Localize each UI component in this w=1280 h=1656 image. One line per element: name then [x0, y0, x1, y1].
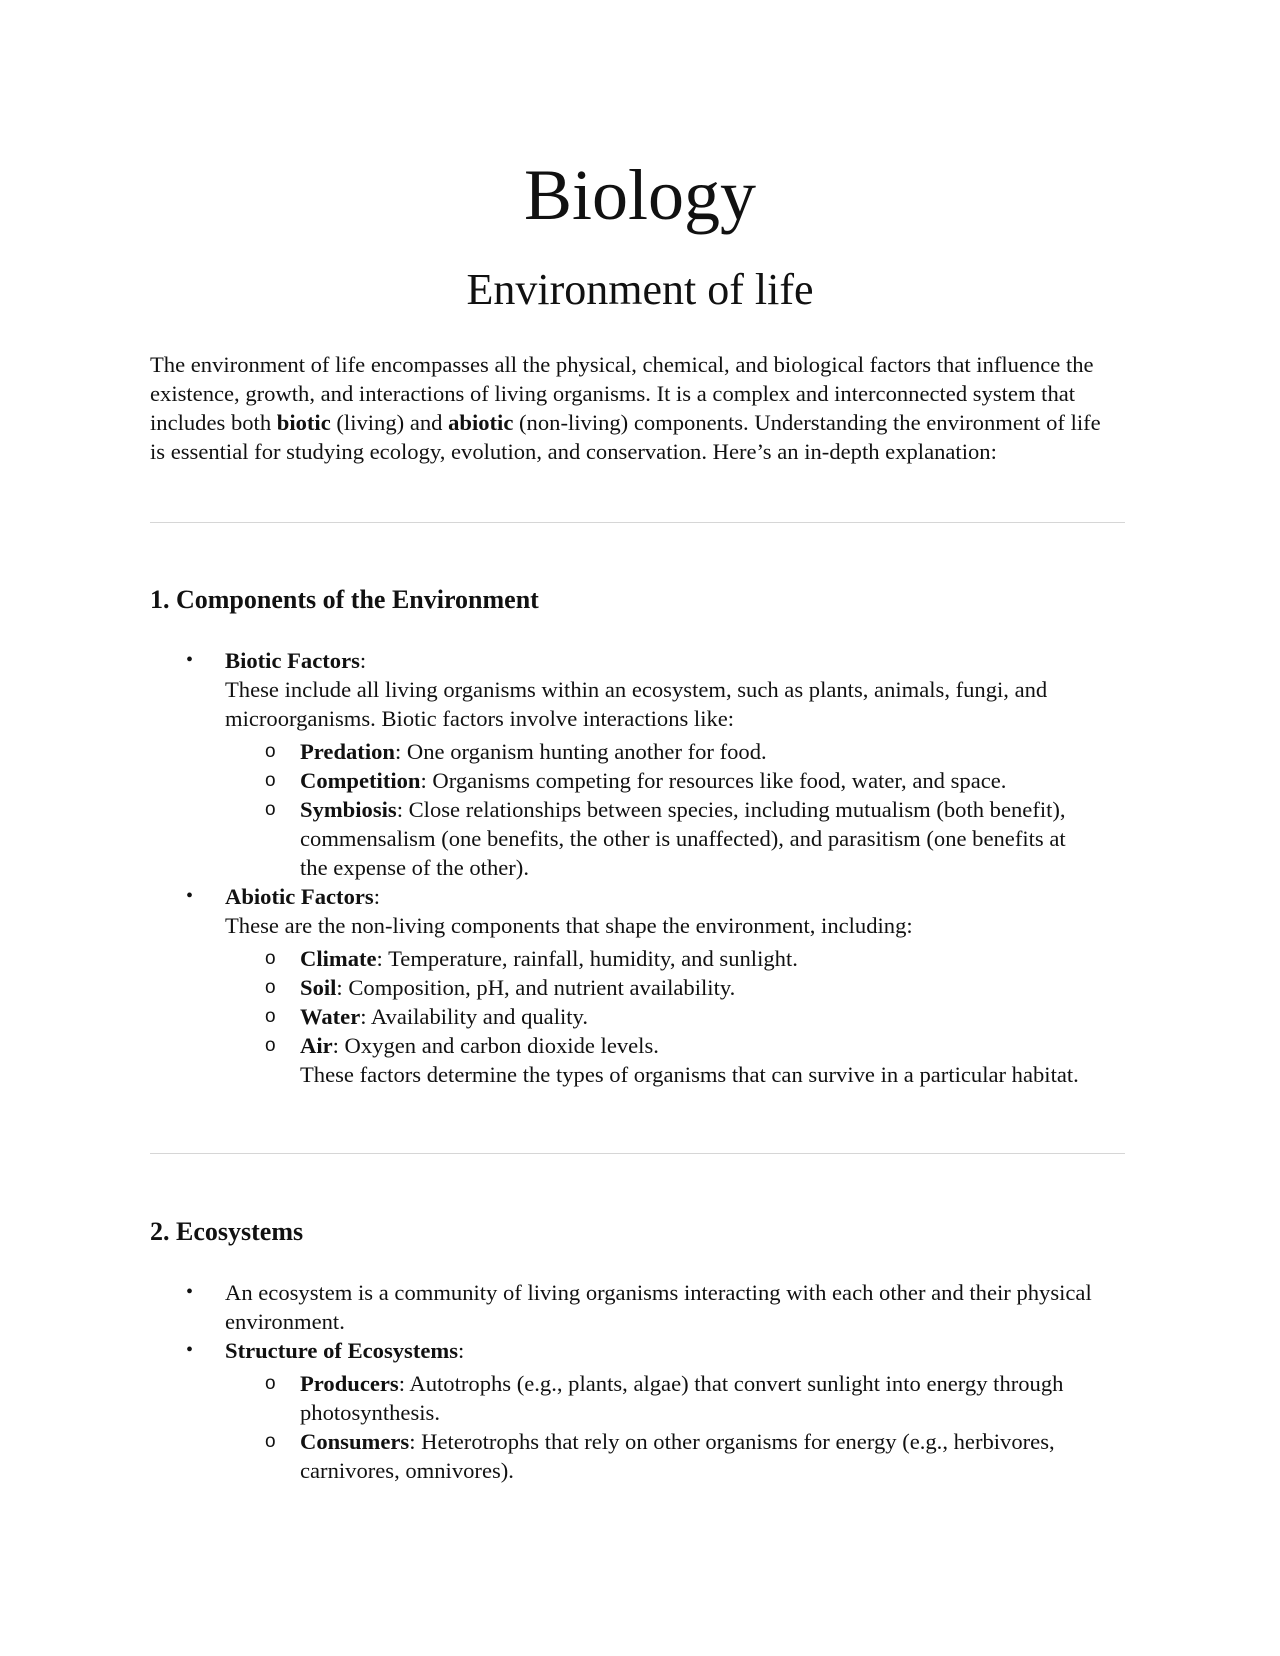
colon: : — [359, 648, 367, 673]
sub-bullet: o — [265, 770, 276, 791]
term-desc: : Heterotrophs that rely on other organisms for energy (e.g., herbivores, carnivores, omnivores). — [300, 1429, 1055, 1483]
list-item — [225, 1427, 1095, 1485]
divider — [150, 1153, 1125, 1154]
term: Producers — [300, 1371, 399, 1396]
bullet: • — [186, 885, 194, 907]
section-heading-ecosystems: 2. Ecosystems — [150, 1217, 304, 1246]
intro-text-3: (non-living) components. Understanding the environment of life is essential for studying ecology, evolution, and conservation. Here’s an in-depth explanation: — [150, 410, 1101, 464]
term-desc: : Composition, pH, and nutrient availability. — [336, 975, 736, 1000]
structure-label: Structure of Ecosystems — [225, 1338, 459, 1363]
list-item — [225, 737, 1095, 766]
term: Climate — [300, 946, 377, 971]
document-subtitle: Environment of life — [466, 265, 814, 314]
document-title: Biology — [523, 155, 757, 235]
list-item — [225, 973, 1095, 1002]
list-item — [225, 1369, 1095, 1427]
term-desc: : Oxygen and carbon dioxide levels. — [332, 1033, 659, 1058]
colon: : — [458, 1338, 465, 1363]
bullet: • — [186, 1339, 194, 1361]
term-desc: : Temperature, rainfall, humidity, and sunlight. — [376, 946, 798, 971]
intro-abiotic: abiotic — [448, 410, 514, 435]
sub-bullet: o — [265, 1373, 276, 1394]
sub-bullet: o — [265, 1006, 276, 1027]
sub-bullet: o — [265, 741, 276, 762]
term-desc: : Organisms competing for resources like food, water, and space. — [420, 768, 1007, 793]
list-item — [225, 766, 1095, 795]
biotic-description: These include all living organisms within an ecosystem, such as plants, animals, fungi, and microorganisms. Biotic factors involve interactions like: — [225, 677, 1048, 731]
biotic-label: Biotic Factors — [225, 648, 360, 673]
intro-text-2: (living) and — [330, 410, 449, 435]
sub-bullet: o — [265, 799, 276, 820]
intro-biotic: biotic — [276, 410, 331, 435]
term-desc: : One organism hunting another for food. — [394, 739, 767, 764]
term: Consumers — [300, 1429, 410, 1454]
abiotic-note: These factors determine the types of organisms that can survive in a particular habitat. — [300, 1062, 1079, 1087]
list-item-structure — [0, 1336, 1105, 1485]
bullet: • — [186, 649, 194, 671]
sub-bullet: o — [265, 977, 276, 998]
divider — [150, 522, 1125, 523]
ecosystem-definition: An ecosystem is a community of living organisms interacting with each other and their physical environment. — [225, 1280, 1092, 1334]
section-heading-components: 1. Components of the Environment — [150, 585, 539, 614]
list-item-definition — [0, 1278, 1105, 1336]
intro-text-1: The environment of life encompasses all the physical, chemical, and biological factors that influence the existence, growth, and interactions of living organisms. It is a complex and interconnected system that includes both — [150, 352, 1094, 435]
sub-bullet: o — [265, 1035, 276, 1056]
term: Competition — [300, 768, 421, 793]
list-item — [225, 795, 1095, 882]
term: Air — [300, 1033, 333, 1058]
term-desc: : Close relationships between species, including mutualism (both benefit), commensalism (one benefits, the other is unaffected), and parasitism (one benefits at the expense of the other). — [300, 797, 1066, 880]
list-item — [225, 1031, 1095, 1060]
sub-bullet: o — [265, 948, 276, 969]
components-list — [0, 646, 1280, 1089]
term-desc: : Autotrophs (e.g., plants, algae) that convert sunlight into energy through photosynthesis. — [300, 1371, 1064, 1425]
intro-paragraph — [150, 350, 1110, 466]
sub-bullet: o — [265, 1431, 276, 1452]
list-item-biotic — [0, 646, 1105, 882]
bullet: • — [186, 1281, 194, 1303]
term: Symbiosis — [300, 797, 397, 822]
term: Water — [300, 1004, 361, 1029]
list-item — [225, 1002, 1095, 1031]
colon: : — [373, 884, 380, 909]
abiotic-label: Abiotic Factors — [225, 884, 374, 909]
term-desc: : Availability and quality. — [360, 1004, 589, 1029]
term: Predation — [300, 739, 395, 764]
term: Soil — [300, 975, 337, 1000]
abiotic-description: These are the non-living components that shape the environment, including: — [225, 913, 913, 938]
list-item-abiotic — [0, 882, 1105, 1089]
ecosystems-list — [0, 1278, 1280, 1485]
list-item — [225, 944, 1095, 973]
